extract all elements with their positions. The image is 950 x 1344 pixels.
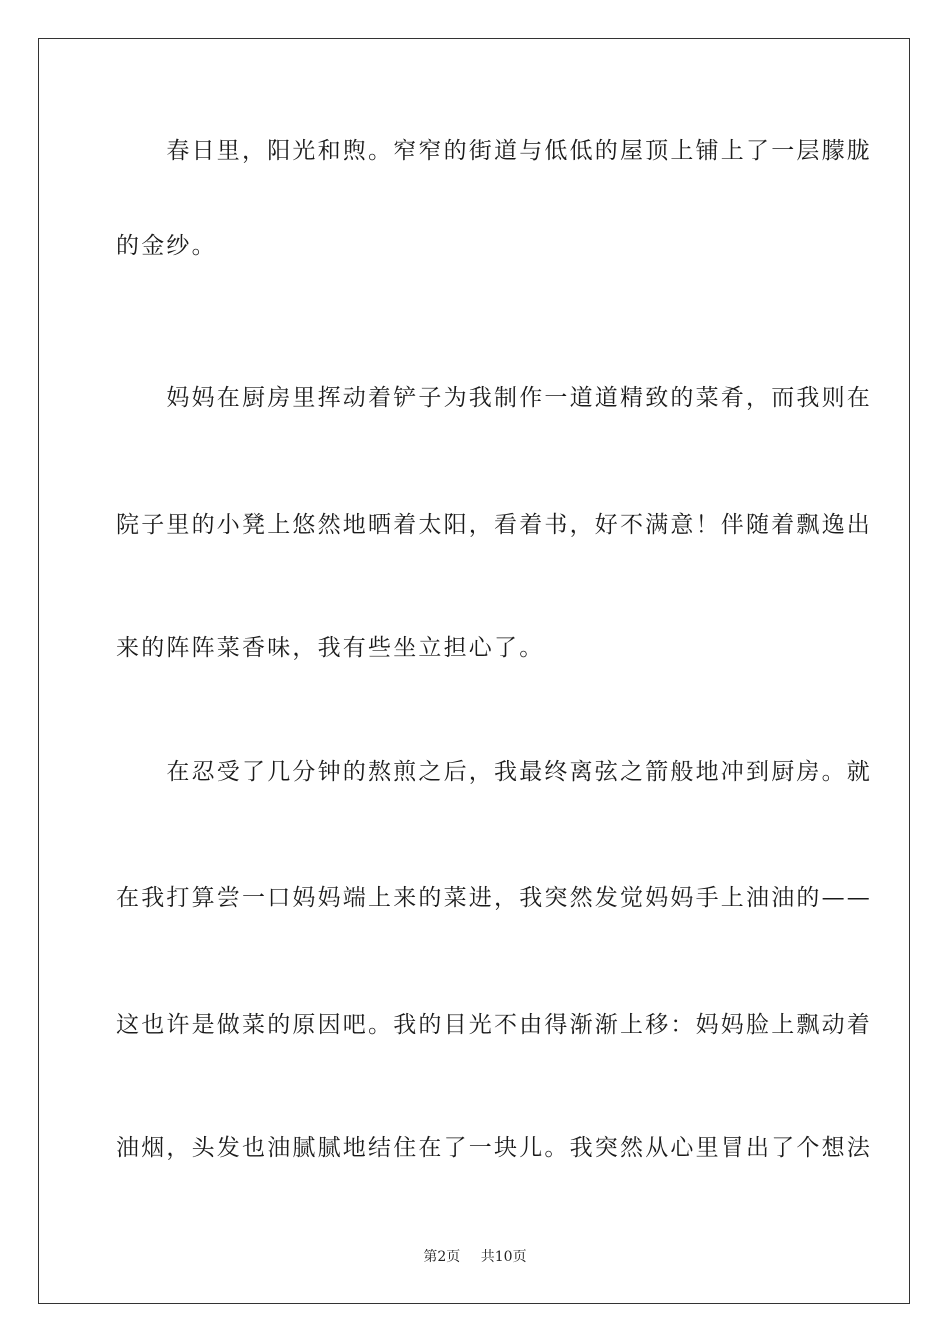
text-line: 在忍受了几分钟的熬煎之后，我最终离弦之箭般地冲到厨房。就 [116,759,872,785]
text-line: 院子里的小凳上悠然地晒着太阳，看着书，好不满意！伴随着飘逸出 [116,512,872,538]
text-line: 的金纱。 [116,233,217,259]
page-total: 共10页 [480,1249,527,1265]
text-line: 这也许是做菜的原因吧。我的目光不由得渐渐上移：妈妈脸上飘动着 [116,1012,872,1038]
page-number: 第2页 [423,1249,461,1265]
text-line: 在我打算尝一口妈妈端上来的菜进，我突然发觉妈妈手上油油的—— [116,885,872,911]
text-line: 春日里，阳光和煦。窄窄的街道与低低的屋顶上铺上了一层朦胧 [116,138,872,164]
page-border [38,38,910,1304]
text-line: 油烟，头发也油腻腻地结住在了一块儿。我突然从心里冒出了个想法 [116,1135,872,1161]
text-line: 来的阵阵菜香味，我有些坐立担心了。 [116,635,545,661]
text-line: 妈妈在厨房里挥动着铲子为我制作一道道精致的菜肴，而我则在 [116,385,872,411]
page-footer [0,1246,950,1266]
